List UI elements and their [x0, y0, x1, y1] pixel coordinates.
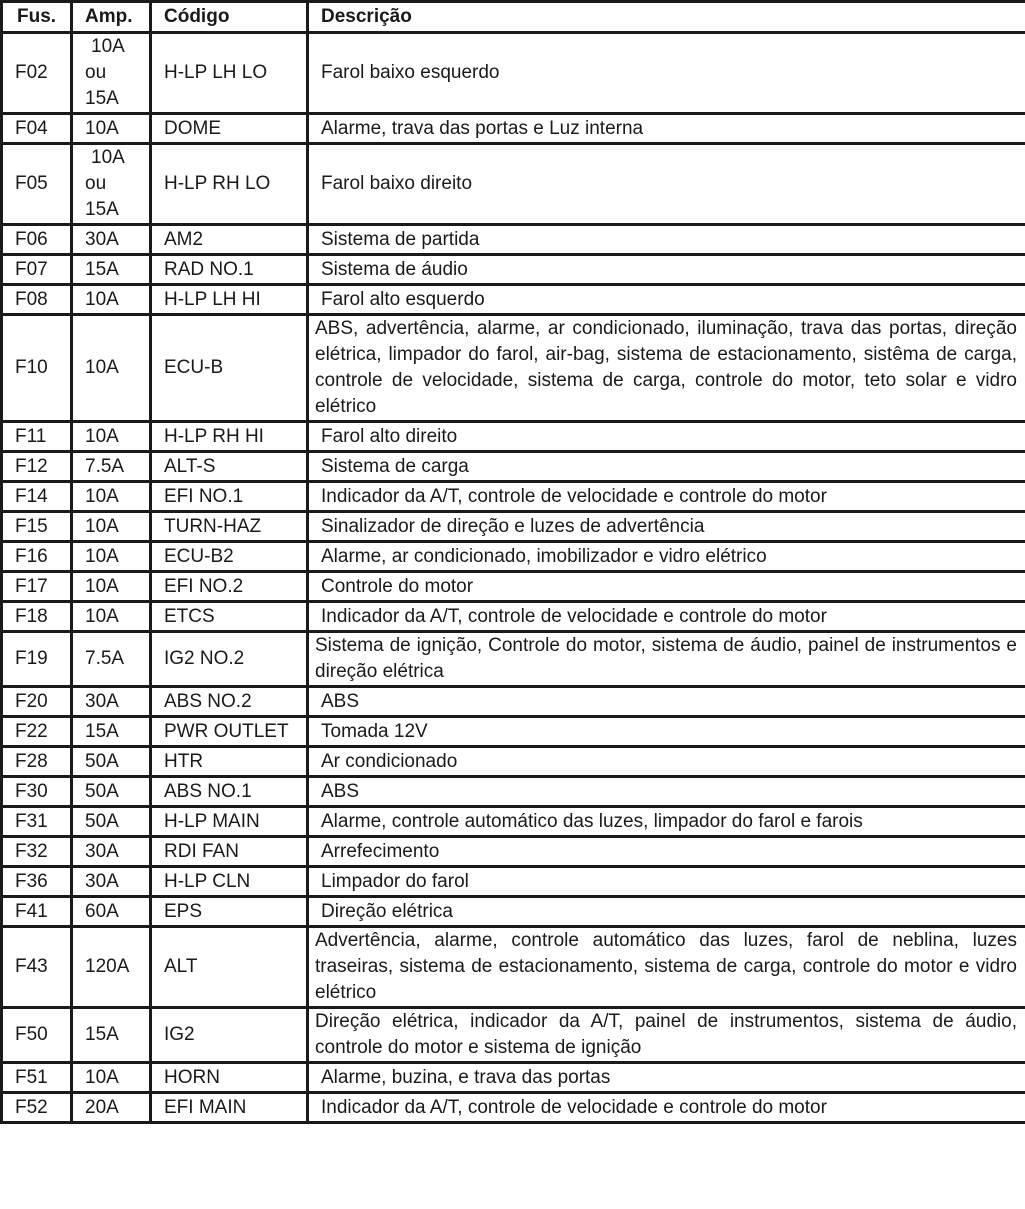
table-row	[2, 285, 1025, 315]
header-amp: Amp.	[72, 2, 151, 33]
fuse-number-cell: F28	[2, 747, 72, 777]
table-row	[2, 867, 1025, 897]
table-row	[2, 422, 1025, 452]
description-cell: Advertência, alarme, controle automático das luzes, farol de neblina, luzes traseiras, sistema de estacionamento, sistema de carga, controle do motor e vidro elétrico	[308, 927, 1025, 1008]
fuse-number-cell: F31	[2, 807, 72, 837]
code-cell: EFI NO.1	[151, 482, 308, 512]
amperage-cell: 50A	[72, 777, 151, 807]
description-cell: Ar condicionado	[308, 747, 1025, 777]
fuse-number-cell: F15	[2, 512, 72, 542]
fuse-number-cell: F18	[2, 602, 72, 632]
description-cell: Tomada 12V	[308, 717, 1025, 747]
fuse-number-cell: F16	[2, 542, 72, 572]
fuse-number-cell: F07	[2, 255, 72, 285]
code-cell: RDI FAN	[151, 837, 308, 867]
table-row	[2, 747, 1025, 777]
fuse-number-cell: F43	[2, 927, 72, 1008]
fuse-number-cell: F06	[2, 225, 72, 255]
amperage-cell: 7.5A	[72, 452, 151, 482]
description-cell: Farol alto esquerdo	[308, 285, 1025, 315]
description-cell: Limpador do farol	[308, 867, 1025, 897]
amperage-cell: 30A	[72, 225, 151, 255]
fuse-number-cell: F41	[2, 897, 72, 927]
table-row	[2, 144, 1025, 225]
table-row	[2, 542, 1025, 572]
code-cell: ALT-S	[151, 452, 308, 482]
description-cell: Indicador da A/T, controle de velocidade e controle do motor	[308, 602, 1025, 632]
table-row	[2, 225, 1025, 255]
fuse-number-cell: F12	[2, 452, 72, 482]
description-cell: Sinalizador de direção e luzes de advertência	[308, 512, 1025, 542]
amperage-cell: 60A	[72, 897, 151, 927]
table-row	[2, 602, 1025, 632]
table-row	[2, 255, 1025, 285]
amperage-cell	[72, 144, 151, 225]
code-cell: H-LP RH LO	[151, 144, 308, 225]
description-cell: Alarme, buzina, e trava das portas	[308, 1063, 1025, 1093]
code-cell: EFI MAIN	[151, 1093, 308, 1123]
table-row	[2, 452, 1025, 482]
description-cell: Sistema de partida	[308, 225, 1025, 255]
description-cell: ABS	[308, 777, 1025, 807]
description-cell: Farol alto direito	[308, 422, 1025, 452]
amperage-line: 15A	[85, 199, 119, 220]
fuse-table-body	[2, 33, 1025, 1123]
amperage-cell: 15A	[72, 255, 151, 285]
fuse-number-cell: F14	[2, 482, 72, 512]
code-cell: H-LP LH HI	[151, 285, 308, 315]
table-row	[2, 1093, 1025, 1123]
description-cell: Arrefecimento	[308, 837, 1025, 867]
code-cell: H-LP LH LO	[151, 33, 308, 114]
code-cell: ECU-B2	[151, 542, 308, 572]
description-cell: Sistema de carga	[308, 452, 1025, 482]
code-cell: H-LP CLN	[151, 867, 308, 897]
code-cell: EFI NO.2	[151, 572, 308, 602]
amperage-cell: 10A	[72, 1063, 151, 1093]
code-cell: IG2 NO.2	[151, 632, 308, 687]
amperage-cell: 15A	[72, 717, 151, 747]
header-descricao: Descrição	[308, 2, 1025, 33]
code-cell: TURN-HAZ	[151, 512, 308, 542]
amperage-cell: 10A	[72, 285, 151, 315]
code-cell: ALT	[151, 927, 308, 1008]
description-cell: Farol baixo direito	[308, 144, 1025, 225]
amperage-cell: 10A	[72, 114, 151, 144]
description-cell: Direção elétrica	[308, 897, 1025, 927]
header-codigo: Código	[151, 2, 308, 33]
fuse-number-cell: F04	[2, 114, 72, 144]
fuse-number-cell: F10	[2, 315, 72, 422]
code-cell: AM2	[151, 225, 308, 255]
fuse-number-cell: F36	[2, 867, 72, 897]
amperage-line: 10A	[91, 36, 125, 57]
amperage-cell: 30A	[72, 837, 151, 867]
amperage-cell: 50A	[72, 807, 151, 837]
fuse-number-cell: F20	[2, 687, 72, 717]
code-cell: PWR OUTLET	[151, 717, 308, 747]
amperage-line: 10A	[91, 147, 125, 168]
amperage-line: ou	[85, 62, 107, 83]
table-row	[2, 33, 1025, 114]
code-cell: DOME	[151, 114, 308, 144]
description-cell: Sistema de áudio	[308, 255, 1025, 285]
fuse-number-cell: F50	[2, 1008, 72, 1063]
fuse-number-cell: F11	[2, 422, 72, 452]
fuse-number-cell: F51	[2, 1063, 72, 1093]
fuse-number-cell: F05	[2, 144, 72, 225]
code-cell: ECU-B	[151, 315, 308, 422]
amperage-cell: 10A	[72, 602, 151, 632]
table-row	[2, 572, 1025, 602]
code-cell: HTR	[151, 747, 308, 777]
description-cell: Sistema de ignição, Controle do motor, sistema de áudio, painel de instrumentos e direção elétrica	[308, 632, 1025, 687]
fuse-number-cell: F08	[2, 285, 72, 315]
table-row	[2, 315, 1025, 422]
table-row	[2, 1008, 1025, 1063]
table-row	[2, 837, 1025, 867]
header-fus: Fus.	[2, 2, 72, 33]
table-row	[2, 114, 1025, 144]
code-cell: HORN	[151, 1063, 308, 1093]
amperage-cell: 7.5A	[72, 632, 151, 687]
description-cell: Controle do motor	[308, 572, 1025, 602]
table-row	[2, 807, 1025, 837]
fuse-number-cell: F52	[2, 1093, 72, 1123]
table-row	[2, 927, 1025, 1008]
description-cell: ABS, advertência, alarme, ar condicionado, iluminação, trava das portas, direção elétrica, limpador do farol, air-bag, sistema de estacionamento, sistêma de carga, controle de velocidade, sistema de carga, controle do motor, teto solar e vidro elétrico	[308, 315, 1025, 422]
code-cell: ABS NO.1	[151, 777, 308, 807]
fuse-number-cell: F17	[2, 572, 72, 602]
amperage-cell: 10A	[72, 572, 151, 602]
amperage-cell: 30A	[72, 687, 151, 717]
amperage-line: 15A	[85, 88, 119, 109]
description-cell: Indicador da A/T, controle de velocidade e controle do motor	[308, 482, 1025, 512]
description-cell: ABS	[308, 687, 1025, 717]
amperage-cell: 30A	[72, 867, 151, 897]
description-cell: Indicador da A/T, controle de velocidade e controle do motor	[308, 1093, 1025, 1123]
table-row	[2, 777, 1025, 807]
amperage-cell: 50A	[72, 747, 151, 777]
description-cell: Alarme, ar condicionado, imobilizador e vidro elétrico	[308, 542, 1025, 572]
code-cell: EPS	[151, 897, 308, 927]
fuse-number-cell: F19	[2, 632, 72, 687]
amperage-cell: 20A	[72, 1093, 151, 1123]
fuse-number-cell: F30	[2, 777, 72, 807]
code-cell: RAD NO.1	[151, 255, 308, 285]
amperage-cell: 10A	[72, 512, 151, 542]
amperage-cell: 15A	[72, 1008, 151, 1063]
description-cell: Alarme, controle automático das luzes, limpador do farol e farois	[308, 807, 1025, 837]
description-cell: Alarme, trava das portas e Luz interna	[308, 114, 1025, 144]
fuse-number-cell: F32	[2, 837, 72, 867]
amperage-cell: 10A	[72, 422, 151, 452]
amperage-cell	[72, 33, 151, 114]
description-cell: Farol baixo esquerdo	[308, 33, 1025, 114]
table-row	[2, 687, 1025, 717]
table-row	[2, 897, 1025, 927]
table-row	[2, 512, 1025, 542]
amperage-cell: 10A	[72, 482, 151, 512]
table-row	[2, 632, 1025, 687]
header-row	[2, 2, 1025, 33]
amperage-cell: 120A	[72, 927, 151, 1008]
code-cell: H-LP RH HI	[151, 422, 308, 452]
table-row	[2, 482, 1025, 512]
code-cell: ETCS	[151, 602, 308, 632]
code-cell: ABS NO.2	[151, 687, 308, 717]
amperage-cell: 10A	[72, 542, 151, 572]
amperage-cell: 10A	[72, 315, 151, 422]
code-cell: H-LP MAIN	[151, 807, 308, 837]
amperage-line: ou	[85, 173, 107, 194]
table-row	[2, 717, 1025, 747]
table-row	[2, 1063, 1025, 1093]
fuse-number-cell: F22	[2, 717, 72, 747]
fuse-number-cell: F02	[2, 33, 72, 114]
code-cell: IG2	[151, 1008, 308, 1063]
description-cell: Direção elétrica, indicador da A/T, painel de instrumentos, sistema de áudio, controle do motor e sistema de ignição	[308, 1008, 1025, 1063]
